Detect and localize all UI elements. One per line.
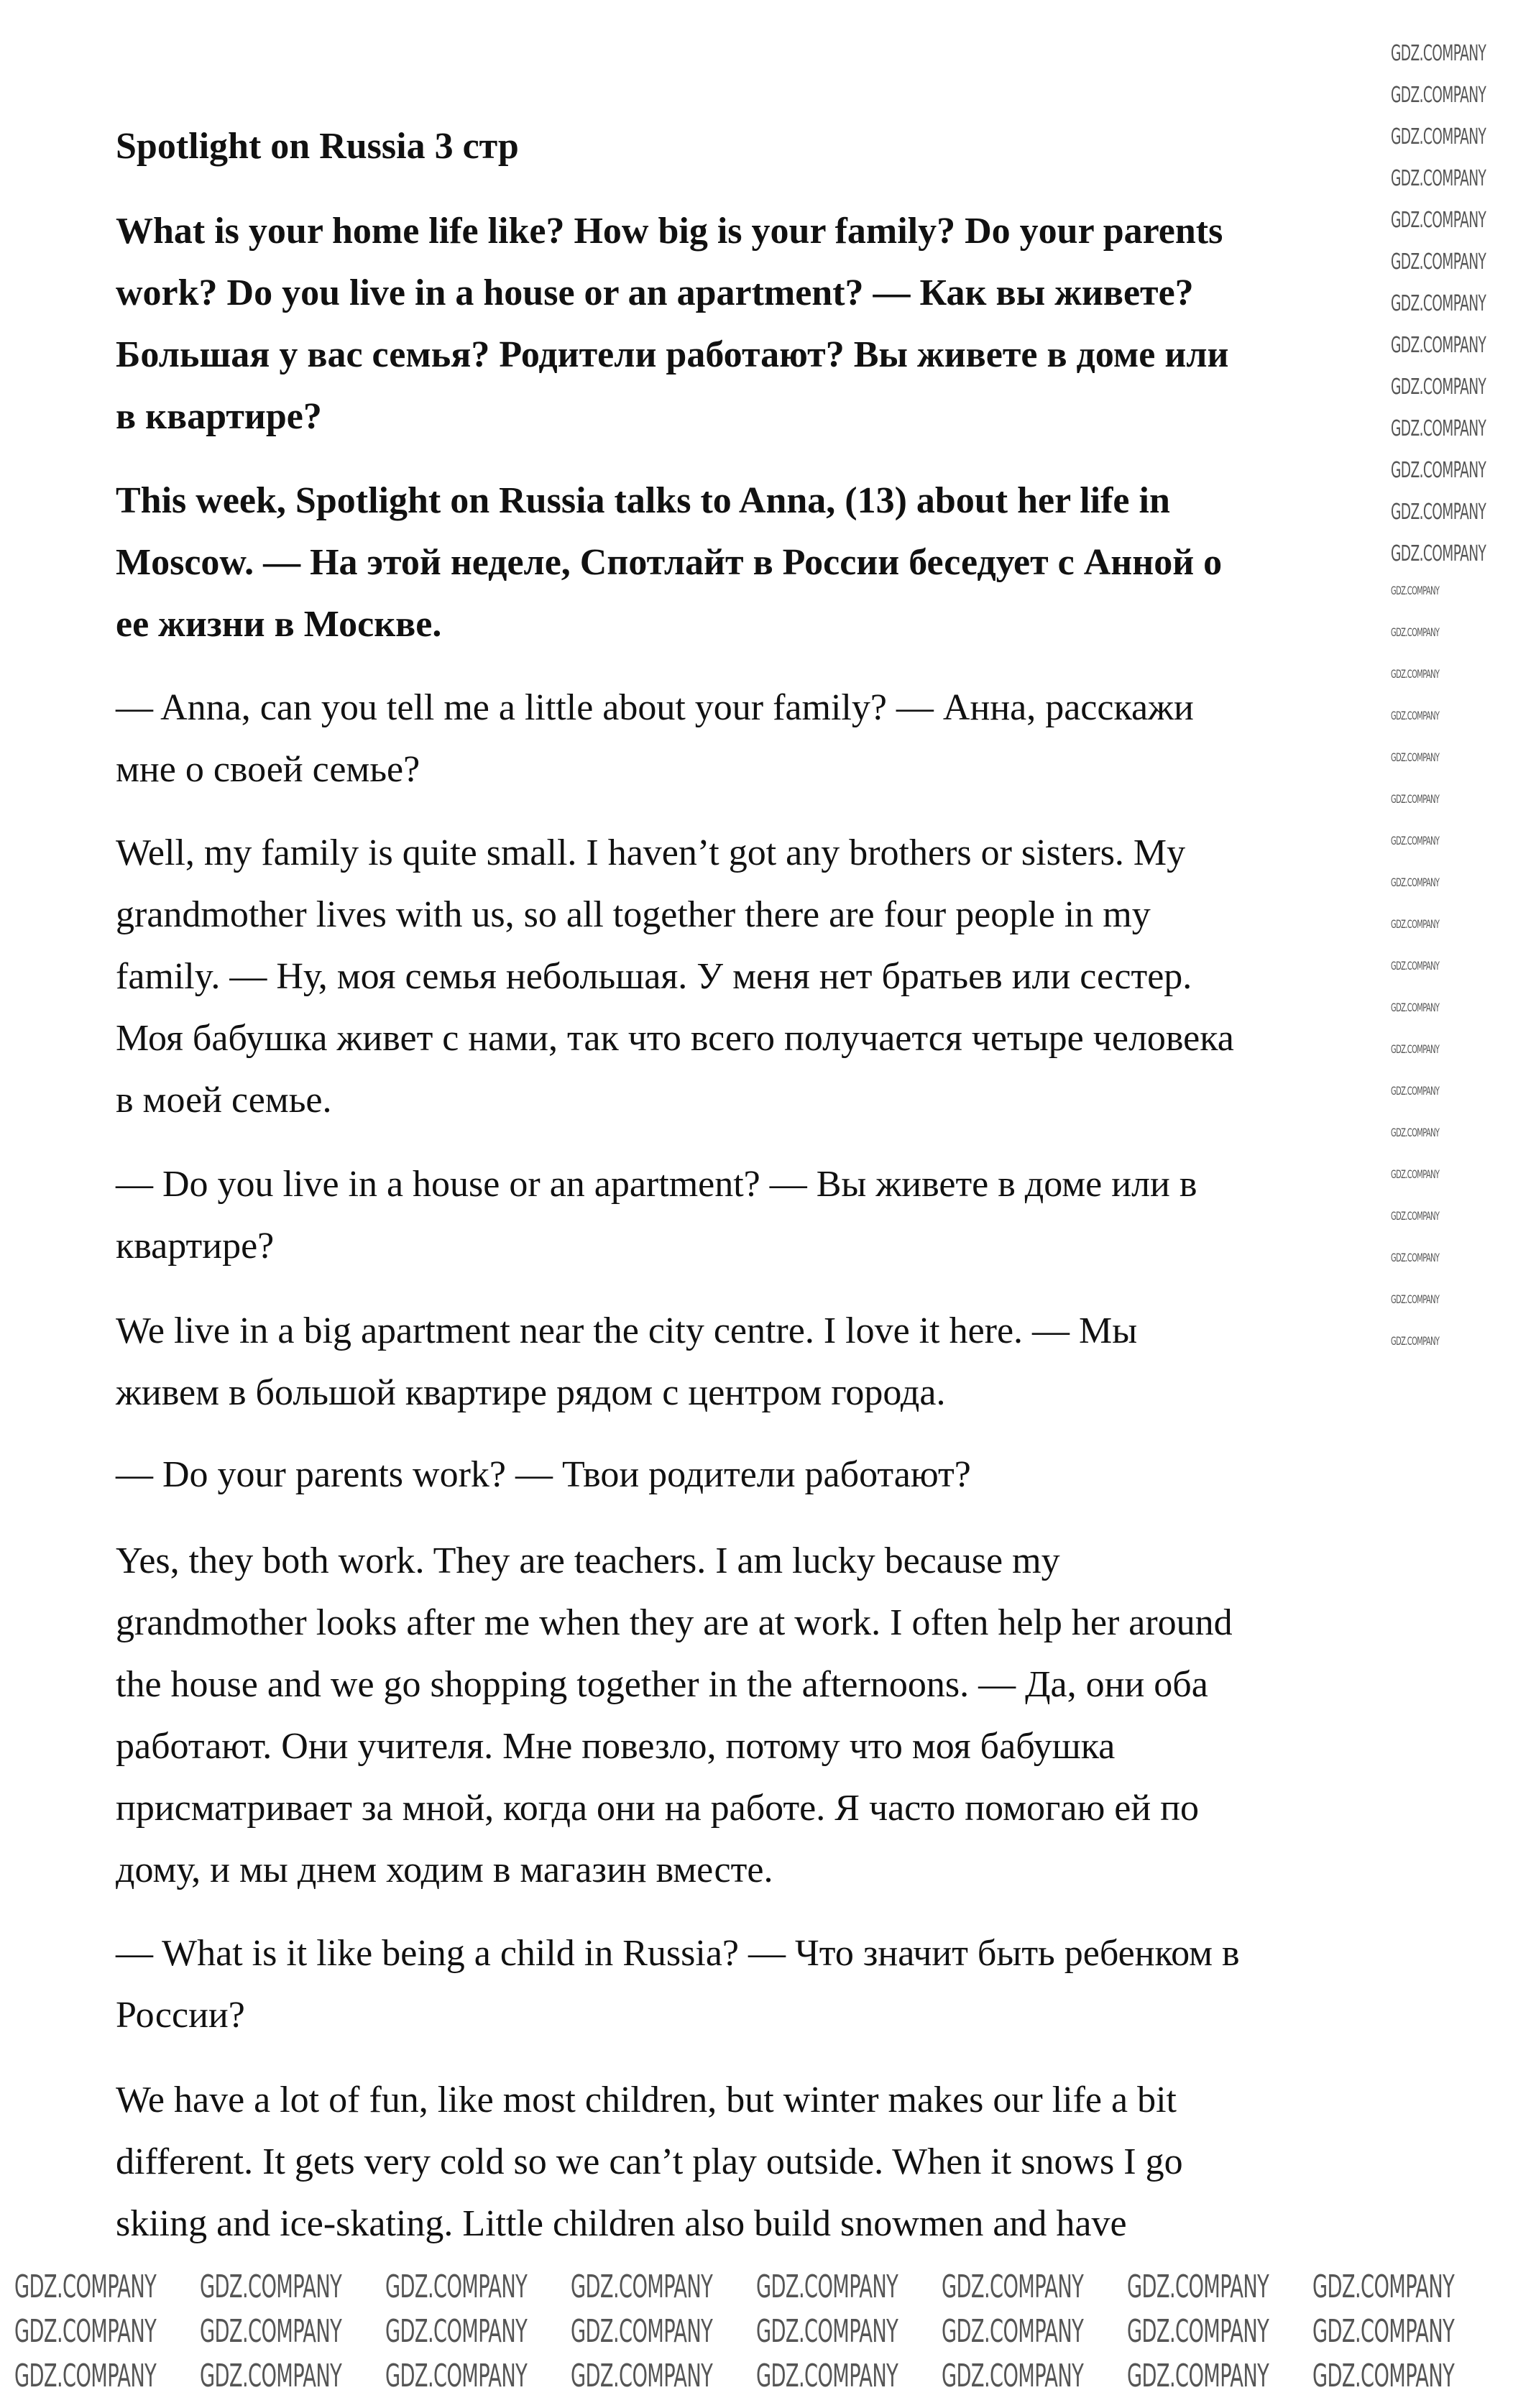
- watermark: GDZ.COMPANY: [1391, 1167, 1440, 1181]
- watermark: GDZ.COMPANY: [756, 2358, 898, 2394]
- text-line: different. It gets very cold so we can’t play outside. When it snows I go: [116, 2141, 1183, 2182]
- watermark: GDZ.COMPANY: [1391, 541, 1486, 566]
- text-line: дому, и мы днем ходим в магазин вместе.: [116, 1849, 773, 1890]
- watermark: GDZ.COMPANY: [1391, 83, 1486, 108]
- text-line: the house and we go shopping together in the afternoons. — Да, они оба: [116, 1664, 1208, 1705]
- paragraph: [116, 1300, 1374, 1424]
- watermark: GDZ.COMPANY: [571, 2269, 713, 2305]
- watermark: GDZ.COMPANY: [14, 2269, 157, 2305]
- watermark: GDZ.COMPANY: [1391, 876, 1440, 889]
- paragraph: [116, 1923, 1374, 2046]
- watermark: GDZ.COMPANY: [1391, 1251, 1440, 1264]
- text-line: Большая у вас семья? Родители работают? Вы живете в доме или: [116, 334, 1229, 375]
- watermark: GDZ.COMPANY: [1127, 2358, 1269, 2394]
- watermark: GDZ.COMPANY: [1127, 2269, 1269, 2305]
- watermark: GDZ.COMPANY: [1312, 2358, 1455, 2394]
- watermark: GDZ.COMPANY: [1391, 166, 1486, 191]
- watermark: GDZ.COMPANY: [1391, 625, 1440, 639]
- paragraph: [116, 201, 1374, 448]
- paragraph: [116, 1154, 1374, 1277]
- watermark: GDZ.COMPANY: [200, 2313, 342, 2350]
- watermark: GDZ.COMPANY: [1391, 1334, 1440, 1348]
- watermark: GDZ.COMPANY: [1391, 709, 1440, 722]
- text-line: мне о своей семье?: [116, 749, 420, 790]
- paragraph: [116, 470, 1374, 656]
- text-line: квартире?: [116, 1226, 275, 1267]
- text-line: work? Do you live in a house or an apartment? — Как вы живете?: [116, 272, 1194, 313]
- text-line: Moscow. — На этой неделе, Спотлайт в России беседует с Анной о: [116, 542, 1223, 583]
- text-line: skiing and ice-skating. Little children also build snowmen and have: [116, 2203, 1127, 2244]
- watermark: GDZ.COMPANY: [942, 2313, 1084, 2350]
- page-title: Spotlight on Russia 3 стр: [116, 126, 519, 167]
- watermark: GDZ.COMPANY: [571, 2358, 713, 2394]
- watermark: GDZ.COMPANY: [14, 2313, 157, 2350]
- text-line: grandmother lives with us, so all together there are four people in my: [116, 894, 1151, 935]
- text-line: This week, Spotlight on Russia talks to Anna, (13) about her life in: [116, 480, 1170, 521]
- watermark: GDZ.COMPANY: [1391, 584, 1440, 597]
- watermark: GDZ.COMPANY: [1391, 1042, 1440, 1056]
- text-line: family. — Ну, моя семья небольшая. У меня нет братьев или сестер.: [116, 956, 1192, 997]
- watermark: GDZ.COMPANY: [1391, 124, 1486, 150]
- watermark: GDZ.COMPANY: [1391, 208, 1486, 233]
- text-line: России?: [116, 1995, 245, 2036]
- watermark: GDZ.COMPANY: [1391, 1126, 1440, 1139]
- paragraph: [116, 822, 1374, 1131]
- paragraph: [116, 1530, 1374, 1901]
- watermark: GDZ.COMPANY: [14, 2358, 157, 2394]
- watermark: GDZ.COMPANY: [385, 2358, 528, 2394]
- text-line: — Anna, can you tell me a little about your family? — Анна, расскажи: [116, 687, 1194, 728]
- text-line: ее жизни в Москве.: [116, 604, 442, 645]
- watermark: GDZ.COMPANY: [200, 2358, 342, 2394]
- paragraph: [116, 2069, 1374, 2255]
- watermark: GDZ.COMPANY: [385, 2313, 528, 2350]
- watermark: GDZ.COMPANY: [1127, 2313, 1269, 2350]
- watermark: GDZ.COMPANY: [756, 2269, 898, 2305]
- watermark: GDZ.COMPANY: [942, 2358, 1084, 2394]
- watermark: GDZ.COMPANY: [1391, 667, 1440, 681]
- watermark: GDZ.COMPANY: [1391, 792, 1440, 806]
- text-line: — What is it like being a child in Russia? — Что значит быть ребенком в: [116, 1933, 1240, 1974]
- watermark: GDZ.COMPANY: [1391, 333, 1486, 358]
- watermark: GDZ.COMPANY: [1391, 1084, 1440, 1098]
- text-line: Моя бабушка живет с нами, так что всего получается четыре человека: [116, 1018, 1234, 1059]
- text-line: grandmother looks after me when they are at work. I often help her around: [116, 1602, 1233, 1643]
- text-line: — Do you live in a house or an apartment? — Вы живете в доме или в: [116, 1164, 1197, 1205]
- watermark: GDZ.COMPANY: [1391, 249, 1486, 275]
- watermark: GDZ.COMPANY: [1391, 374, 1486, 400]
- text-line: What is your home life like? How big is your family? Do your parents: [116, 211, 1223, 252]
- watermark: GDZ.COMPANY: [1391, 41, 1486, 66]
- text-line: присматривает за мной, когда они на работе. Я часто помогаю ей по: [116, 1788, 1200, 1829]
- watermark: GDZ.COMPANY: [1391, 291, 1486, 316]
- text-line: в квартире?: [116, 396, 322, 437]
- watermark: GDZ.COMPANY: [1391, 959, 1440, 973]
- watermark: GDZ.COMPANY: [1312, 2313, 1455, 2350]
- text-line: We have a lot of fun, like most children, but winter makes our life a bit: [116, 2080, 1177, 2120]
- watermark: GDZ.COMPANY: [1391, 1292, 1440, 1306]
- text-line: в моей семье.: [116, 1080, 332, 1121]
- watermark: GDZ.COMPANY: [385, 2269, 528, 2305]
- text-line: Well, my family is quite small. I haven’t got any brothers or sisters. My: [116, 832, 1186, 873]
- watermark: GDZ.COMPANY: [571, 2313, 713, 2350]
- text-line: Yes, they both work. They are teachers. I am lucky because my: [116, 1540, 1060, 1581]
- paragraph: [116, 1444, 1374, 1506]
- text-line: — Do your parents work? — Твои родители работают?: [116, 1454, 971, 1495]
- text-line: работают. Они учителя. Мне повезло, потому что моя бабушка: [116, 1726, 1116, 1767]
- watermark: GDZ.COMPANY: [1391, 917, 1440, 931]
- watermark: GDZ.COMPANY: [1391, 1209, 1440, 1223]
- watermark: GDZ.COMPANY: [1391, 1001, 1440, 1014]
- watermark: GDZ.COMPANY: [942, 2269, 1084, 2305]
- watermark: GDZ.COMPANY: [756, 2313, 898, 2350]
- watermark: GDZ.COMPANY: [1391, 458, 1486, 483]
- watermark: GDZ.COMPANY: [1391, 500, 1486, 525]
- paragraph: [116, 677, 1374, 801]
- watermark: GDZ.COMPANY: [1312, 2269, 1455, 2305]
- text-line: живем в большой квартире рядом с центром города.: [116, 1372, 946, 1413]
- watermark: GDZ.COMPANY: [200, 2269, 342, 2305]
- watermark: GDZ.COMPANY: [1391, 834, 1440, 847]
- text-line: We live in a big apartment near the city centre. I love it here. — Мы: [116, 1310, 1138, 1351]
- watermark: GDZ.COMPANY: [1391, 750, 1440, 764]
- watermark: GDZ.COMPANY: [1391, 416, 1486, 441]
